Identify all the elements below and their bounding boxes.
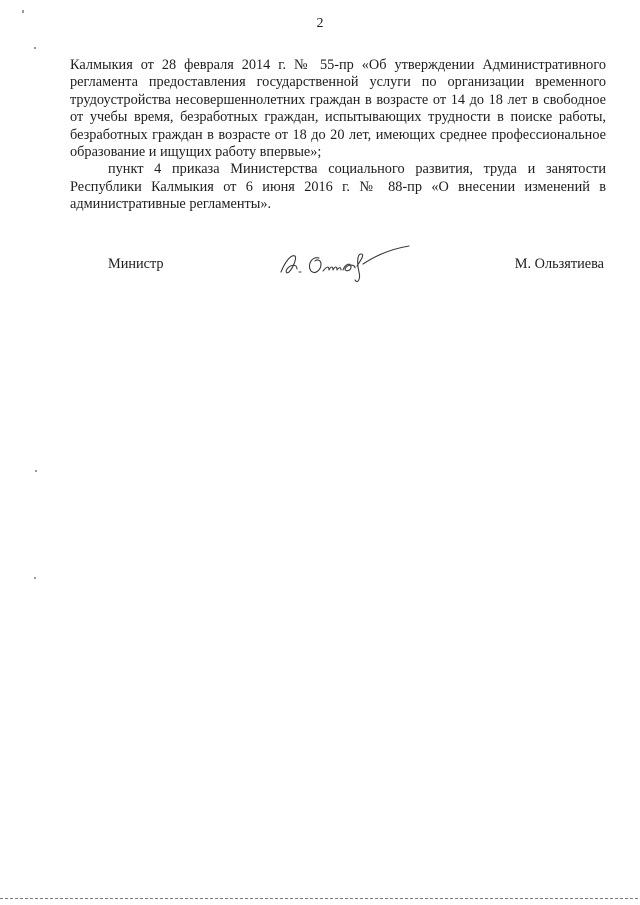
page-number: 2 (316, 16, 324, 31)
body-text (70, 57, 606, 214)
signatory-name: М. Ользятиева (514, 256, 604, 272)
scan-mark (22, 10, 24, 13)
handwritten-signature (275, 242, 415, 286)
page-bottom-border (0, 898, 640, 899)
paragraph-item: пункт 4 приказа Министерства социального развития, труда и занятости Республики Калмыкия от 6 июня 2016 г. № 88-пр «О внесении изменений в административные регламенты». (70, 161, 606, 213)
signature-block (70, 252, 606, 292)
scan-mark (35, 470, 37, 472)
scan-mark (34, 47, 36, 49)
scan-mark (34, 577, 36, 579)
signatory-position: Министр (108, 256, 164, 272)
paragraph-continuation: Калмыкия от 28 февраля 2014 г. № 55-пр «Об утверждении Административного регламента предоставления государственной услуги по организации временного трудоустройства несовершеннолетних граждан в возрасте от 14 до 18 лет в свободное от учебы время, безработных граждан, испытывающих трудности в поиске работы, безработных граждан в возрасте от 18 до 20 лет, имеющих среднее профессиональное образование и ищущих работу впервые»; (70, 57, 606, 161)
